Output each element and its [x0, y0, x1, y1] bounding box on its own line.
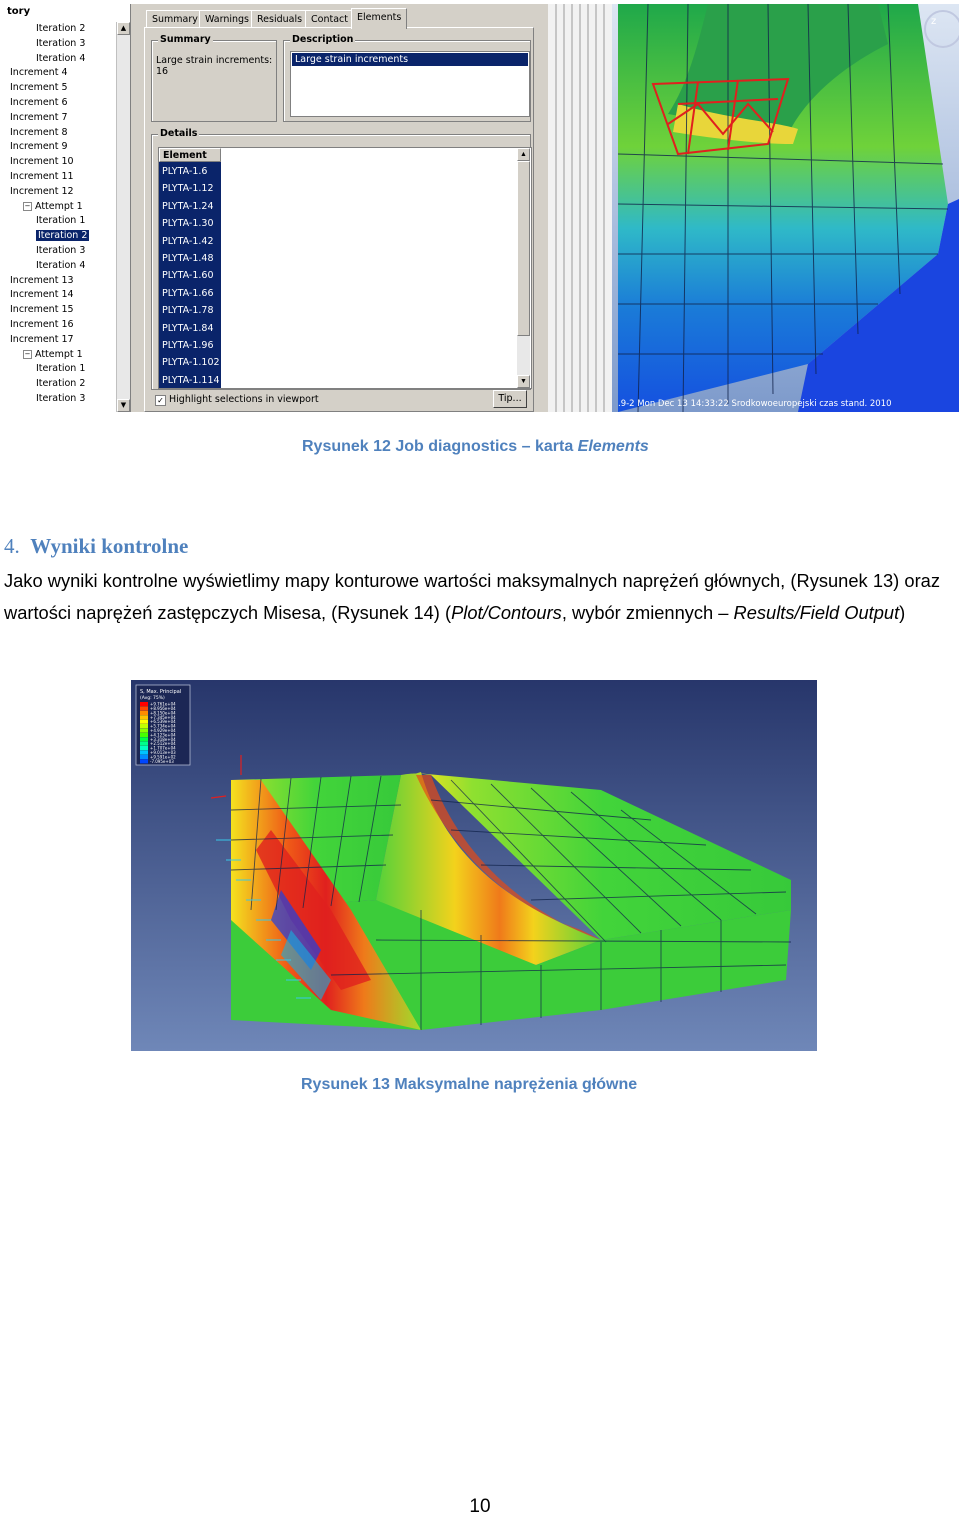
collapse-icon[interactable]: − [24, 201, 31, 210]
tree-item-label: Increment 13 [10, 274, 74, 286]
description-label: Description [292, 34, 354, 45]
tree-item[interactable] [10, 96, 68, 110]
legend-value: +9.013e+03 [150, 750, 176, 755]
tree-title: tory [7, 6, 31, 17]
scroll-down-icon[interactable]: ▼ [117, 399, 130, 412]
tree-item[interactable] [36, 392, 85, 406]
summary-text: Large strain increments: 16 [156, 55, 273, 77]
scroll-up-icon[interactable]: ▲ [117, 22, 130, 35]
window-stack-edges [548, 4, 612, 412]
job-diagnostics-screenshot [4, 4, 959, 412]
tree-item-label: Increment 5 [10, 82, 68, 94]
legend-value: +6.539e+04 [150, 719, 176, 725]
paragraph-text: Jako wyniki kontrolne wyświetlimy mapy konturowe wartości maksymalnych naprężeń głównych, (Rysunek 13) oraz wartości naprężeń zastępczych Misesa, (Rysunek 14) ( [4, 570, 940, 623]
legend-swatch [140, 746, 148, 750]
details-group [151, 128, 531, 390]
max-principal-stress-contour-image [131, 680, 817, 1051]
element-row[interactable]: PLYTA-1.96 [162, 340, 214, 351]
element-list[interactable] [158, 147, 532, 389]
tree-item-label: Iteration 2 [36, 378, 86, 390]
tree-item-label: Increment 7 [10, 111, 68, 123]
details-label: Details [160, 128, 198, 139]
description-box[interactable] [290, 51, 530, 117]
legend-value: +4.123e+04 [150, 732, 176, 738]
figure-13-caption: Rysunek 13 Maksymalne naprężenia główne [301, 1076, 638, 1093]
tree-item-label: Iteration 3 [36, 245, 86, 256]
legend-swatch [140, 706, 148, 710]
tree-item-label: Increment 15 [10, 304, 74, 316]
tree-item[interactable] [36, 259, 85, 273]
legend-swatch [140, 755, 148, 759]
tree-item-label: Increment 11 [10, 171, 74, 182]
tree-item[interactable] [23, 200, 83, 214]
tree-item-label: Iteration 2 [36, 23, 86, 34]
tree-item-label: Iteration 2 [38, 230, 88, 242]
element-row[interactable]: PLYTA-1.48 [162, 253, 214, 264]
summary-label: Summary [160, 34, 211, 45]
body-paragraph [4, 565, 940, 629]
tree-item-label: Increment 12 [10, 185, 74, 197]
legend-value: +1.707e+04 [150, 745, 176, 751]
tree-item[interactable] [36, 22, 85, 36]
paragraph-text: ) [899, 602, 906, 623]
summary-group [151, 34, 277, 122]
description-text: Large strain increments [292, 53, 528, 66]
figure-12-caption [302, 438, 649, 456]
section-title: Wyniki kontrolne [30, 534, 189, 558]
element-row[interactable]: PLYTA-1.114 [162, 374, 220, 386]
tree-item-label: Increment 6 [10, 97, 68, 108]
highlight-label: Highlight selections in viewport [169, 394, 319, 405]
tree-item[interactable] [10, 140, 68, 154]
legend-value: +7.345e+04 [150, 714, 176, 720]
tree-item[interactable] [10, 185, 74, 199]
tree-item-label: Increment 9 [10, 141, 68, 153]
element-column-header[interactable]: Element [159, 148, 221, 162]
tab-residuals[interactable]: Residuals [251, 10, 308, 28]
contour-legend [136, 685, 190, 765]
tree-item-label: Increment 14 [10, 289, 74, 301]
caption-12-italic: Elements [577, 438, 649, 455]
tree-item[interactable] [23, 348, 83, 362]
element-row[interactable]: PLYTA-1.60 [162, 270, 214, 282]
tree-item[interactable] [10, 303, 74, 317]
tree-item-label: Iteration 1 [36, 215, 86, 227]
legend-swatch [140, 711, 148, 715]
element-row[interactable]: PLYTA-1.12 [162, 183, 214, 195]
tree-item[interactable] [10, 333, 74, 347]
element-row[interactable]: PLYTA-1.6 [162, 166, 208, 177]
section-number: 4. [4, 534, 20, 558]
legend-swatch [140, 724, 148, 728]
legend-value: +9.591e+02 [150, 754, 176, 760]
legend-swatch [140, 720, 148, 724]
tree-item[interactable] [10, 274, 74, 288]
tree-item[interactable] [36, 229, 89, 243]
tree-item-label: Increment 4 [10, 67, 68, 79]
tree-item-label: Increment 8 [10, 126, 68, 138]
tip-button[interactable]: Tip... [493, 390, 527, 408]
legend-swatch [140, 728, 148, 732]
tree-item-label: Iteration 3 [36, 37, 86, 49]
paragraph-italic-results-field-output: Results/Field Output [733, 602, 900, 623]
legend-swatch [140, 759, 148, 763]
job-history-tree [4, 4, 131, 412]
tree-item-label: Increment 17 [10, 333, 74, 345]
highlight-checkbox[interactable]: ✓ [155, 395, 166, 406]
tab-warnings[interactable]: Warnings [199, 10, 255, 28]
tree-item[interactable] [10, 66, 68, 80]
scroll-up-icon[interactable]: ▲ [517, 148, 530, 161]
legend-value: +8.956e+04 [150, 706, 176, 711]
tree-item[interactable] [36, 214, 85, 228]
element-row[interactable]: PLYTA-1.30 [162, 218, 214, 230]
viewport-mesh-image [548, 4, 959, 412]
tree-item-label: Iteration 4 [36, 259, 86, 271]
legend-swatch [140, 750, 148, 754]
tree-item-label: Increment 16 [10, 319, 74, 330]
paragraph-italic-plot-contours: Plot/Contours [451, 602, 562, 623]
tree-item[interactable] [10, 111, 68, 125]
tab-elements[interactable]: Elements [351, 8, 407, 29]
tree-item[interactable] [36, 244, 85, 258]
description-group [283, 34, 531, 122]
tree-item[interactable] [36, 362, 85, 376]
tab-summary[interactable]: Summary [146, 10, 204, 28]
legend-swatch [140, 733, 148, 737]
tree-item[interactable] [36, 52, 85, 66]
tree-item-label: Iteration 3 [36, 393, 86, 404]
tree-item-label: Increment 10 [10, 156, 74, 168]
element-row[interactable]: PLYTA-1.78 [162, 305, 214, 317]
legend-value: -7.095e+03 [150, 758, 174, 764]
tab-contact[interactable]: Contact [305, 10, 354, 28]
legend-value: +2.512e+04 [150, 741, 176, 747]
tree-item[interactable] [10, 155, 74, 169]
page-number: 10 [469, 1496, 491, 1517]
tree-item[interactable] [10, 170, 74, 184]
tree-item[interactable] [10, 318, 74, 332]
tree-item-label: Iteration 1 [36, 363, 86, 375]
tree-scrollbar[interactable] [116, 22, 130, 412]
legend-title: S, Max. Principal [140, 689, 182, 695]
legend-value: +3.318e+04 [150, 736, 176, 742]
legend-value: +4.929e+04 [150, 728, 176, 733]
scroll-thumb[interactable] [517, 161, 530, 336]
legend-subtitle: (Avg: 75%) [140, 696, 165, 701]
legend-value: +9.761e+04 [150, 701, 176, 707]
scroll-down-icon[interactable]: ▼ [517, 375, 530, 388]
tree-item[interactable] [10, 81, 68, 95]
tree-item[interactable] [36, 37, 85, 51]
tree-item[interactable] [36, 377, 85, 391]
elements-tab-panel [144, 27, 534, 412]
axis-z-label: z [931, 16, 937, 27]
legend-swatch [140, 737, 148, 741]
legend-swatch [140, 742, 148, 746]
legend-value: +5.734e+04 [150, 723, 176, 729]
tree-item-label: Attempt 1 [35, 200, 83, 212]
collapse-icon[interactable]: − [24, 349, 31, 358]
legend-value: +8.150e+04 [150, 710, 176, 716]
element-row[interactable]: PLYTA-1.102 [162, 357, 220, 369]
caption-12-text: Rysunek 12 Job diagnostics – karta [302, 438, 578, 455]
element-list-scrollbar[interactable] [517, 148, 530, 388]
legend-swatch [140, 702, 148, 706]
paragraph-text: , wybór zmiennych – [561, 602, 734, 623]
element-row[interactable]: PLYTA-1.66 [162, 287, 214, 299]
section-heading [4, 534, 188, 559]
element-row[interactable]: PLYTA-1.42 [162, 235, 214, 247]
legend-swatch [140, 715, 148, 719]
tree-item-label: Attempt 1 [35, 348, 83, 360]
tree-item[interactable] [10, 126, 68, 140]
element-row[interactable]: PLYTA-1.24 [162, 200, 214, 212]
tree-item-label: Iteration 4 [36, 52, 86, 64]
viewport-status: .9-2 Mon Dec 13 14:33:22 Srodkowoeuropejski czas stand. 2010 [618, 399, 892, 409]
tree-item[interactable] [10, 288, 74, 302]
element-row[interactable]: PLYTA-1.84 [162, 322, 214, 334]
